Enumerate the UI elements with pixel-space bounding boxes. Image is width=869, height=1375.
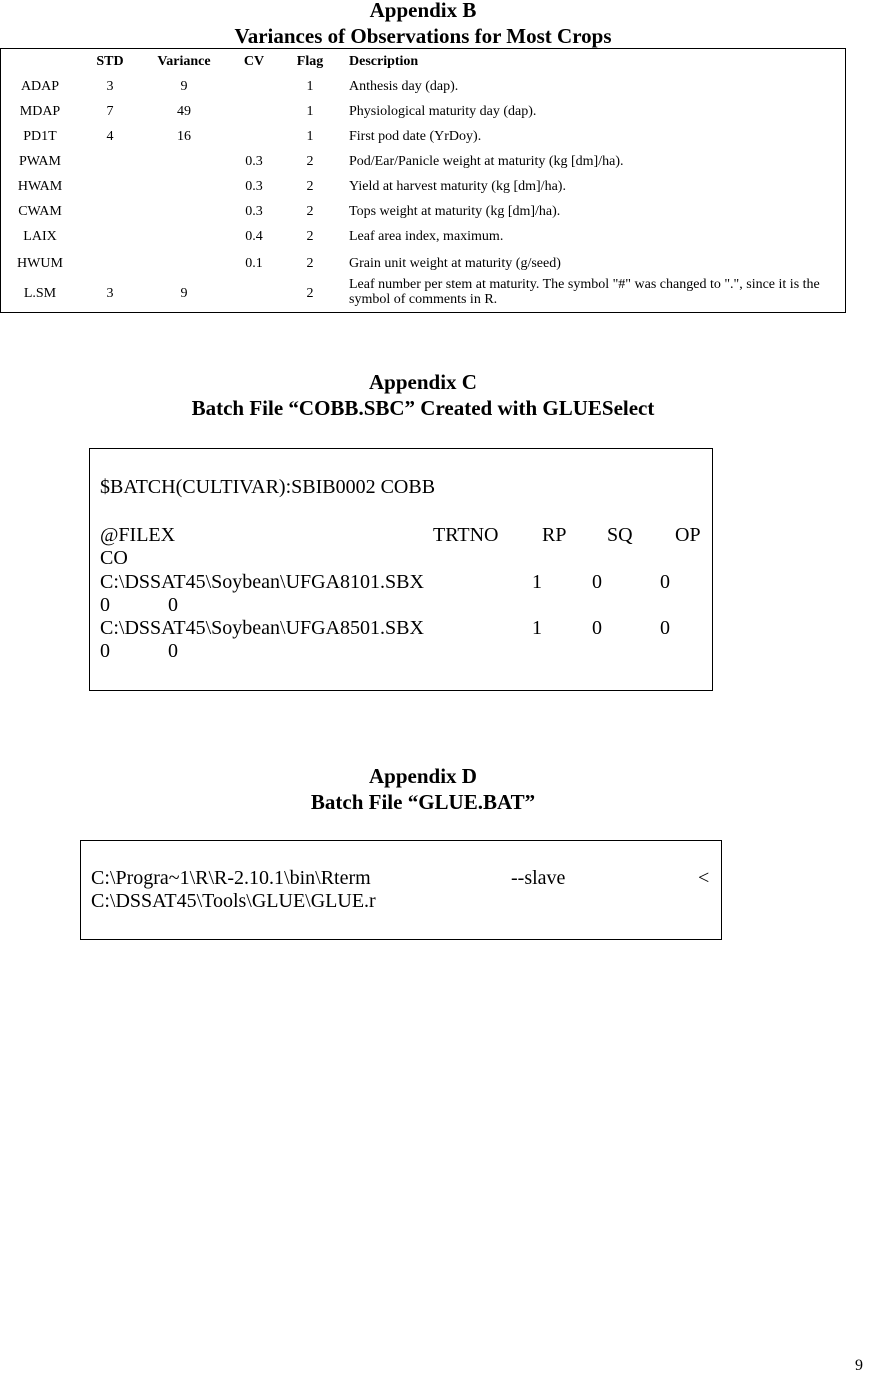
row-description: Physiological maturity day (dap).	[349, 104, 537, 119]
row-flag: 2	[306, 204, 314, 219]
row-id: LAIX	[23, 229, 57, 244]
row-description: Grain unit weight at maturity (g/seed)	[349, 256, 561, 271]
row-variance: 49	[177, 104, 191, 119]
row-cv: 0.4	[245, 229, 263, 244]
table-row	[1, 174, 845, 199]
row-id: MDAP	[19, 104, 61, 119]
appendix-c-heading	[0, 369, 846, 421]
entry-rp: 0	[592, 617, 602, 639]
entry-sq: 0	[660, 571, 670, 593]
row-std: 3	[106, 79, 114, 94]
row-id: PWAM	[18, 154, 61, 169]
header-trtno: TRTNO	[433, 524, 499, 546]
glue-bat-batch-box	[80, 840, 722, 940]
table-row	[1, 277, 845, 307]
row-description: Leaf number per stem at maturity. The symbol "#" was changed to ".", since it is the symbol of comments in R.	[349, 277, 820, 307]
table-row	[1, 224, 845, 249]
row-std: 7	[106, 104, 114, 119]
rterm-command: C:\Progra~1\R\R-2.10.1\bin\Rterm	[91, 867, 371, 889]
row-variance: 16	[177, 129, 191, 144]
slave-option: --slave	[511, 867, 566, 889]
row-variance: 9	[180, 286, 188, 301]
row-id: HWAM	[17, 179, 63, 194]
header-op: OP	[675, 524, 701, 546]
appendix-d-heading	[0, 763, 846, 815]
row-description: First pod date (YrDoy).	[349, 129, 482, 144]
appendix-d-title: Appendix D	[369, 764, 477, 788]
entry-op: 0	[100, 640, 110, 662]
column-header-description: Description	[349, 54, 419, 69]
batch-line: $BATCH(CULTIVAR):SBIB0002 COBB	[100, 476, 436, 498]
row-variance: 9	[180, 79, 188, 94]
appendix-c-subtitle: Batch File “COBB.SBC” Created with GLUESelect	[191, 396, 655, 420]
table-row	[1, 199, 845, 224]
row-description: Pod/Ear/Panicle weight at maturity (kg [dm]/ha).	[349, 154, 624, 169]
entry-file: C:\DSSAT45\Soybean\UFGA8101.SBX	[100, 571, 424, 593]
row-id: HWUM	[17, 256, 63, 271]
row-cv: 0.1	[245, 256, 263, 271]
table-row	[1, 99, 845, 124]
entry-sq: 0	[660, 617, 670, 639]
header-sq: SQ	[607, 524, 633, 546]
column-header-variance: Variance	[157, 54, 211, 69]
row-description: Anthesis day (dap).	[349, 79, 459, 94]
row-flag: 2	[306, 286, 314, 301]
column-header-std: STD	[96, 54, 124, 69]
table-row	[1, 149, 845, 174]
header-co: CO	[100, 547, 128, 569]
entry-trtno: 1	[532, 571, 542, 593]
row-id: ADAP	[20, 79, 60, 94]
row-id: L.SM	[23, 286, 57, 301]
entry-trtno: 1	[532, 617, 542, 639]
entry-rp: 0	[592, 571, 602, 593]
table-row	[1, 251, 845, 276]
row-cv: 0.3	[245, 179, 263, 194]
row-flag: 1	[306, 104, 314, 119]
variances-table	[0, 48, 846, 313]
row-flag: 2	[306, 179, 314, 194]
row-std: 4	[106, 129, 114, 144]
row-description: Leaf area index, maximum.	[349, 229, 504, 244]
entry-co: 0	[168, 594, 178, 616]
row-description: Tops weight at maturity (kg [dm]/ha).	[349, 204, 561, 219]
row-id: CWAM	[18, 204, 62, 219]
row-flag: 1	[306, 129, 314, 144]
entry-op: 0	[100, 594, 110, 616]
page-number: 9	[855, 1357, 863, 1374]
appendix-b-heading	[0, 0, 846, 49]
appendix-b-subtitle: Variances of Observations for Most Crops	[234, 24, 612, 48]
row-flag: 2	[306, 256, 314, 271]
row-flag: 2	[306, 154, 314, 169]
appendix-d-subtitle: Batch File “GLUE.BAT”	[310, 790, 536, 814]
redirect-symbol: <	[698, 867, 710, 889]
column-header-cv: CV	[243, 54, 265, 69]
appendix-b-title: Appendix B	[369, 0, 477, 22]
table-row	[1, 74, 845, 99]
entry-file: C:\DSSAT45\Soybean\UFGA8501.SBX	[100, 617, 424, 639]
row-flag: 2	[306, 229, 314, 244]
row-flag: 1	[306, 79, 314, 94]
column-header-flag: Flag	[296, 54, 324, 69]
row-std: 3	[106, 286, 114, 301]
appendix-c-title: Appendix C	[369, 370, 477, 394]
table-row	[1, 124, 845, 149]
header-filex: @FILEX	[100, 524, 176, 546]
row-description: Yield at harvest maturity (kg [dm]/ha).	[349, 179, 566, 194]
header-rp: RP	[542, 524, 567, 546]
glue-script-path: C:\DSSAT45\Tools\GLUE\GLUE.r	[91, 890, 376, 912]
table-header-row	[1, 49, 845, 74]
row-id: PD1T	[23, 129, 57, 144]
cobb-sbc-batch-box	[89, 448, 713, 691]
row-cv: 0.3	[245, 154, 263, 169]
row-cv: 0.3	[245, 204, 263, 219]
entry-co: 0	[168, 640, 178, 662]
